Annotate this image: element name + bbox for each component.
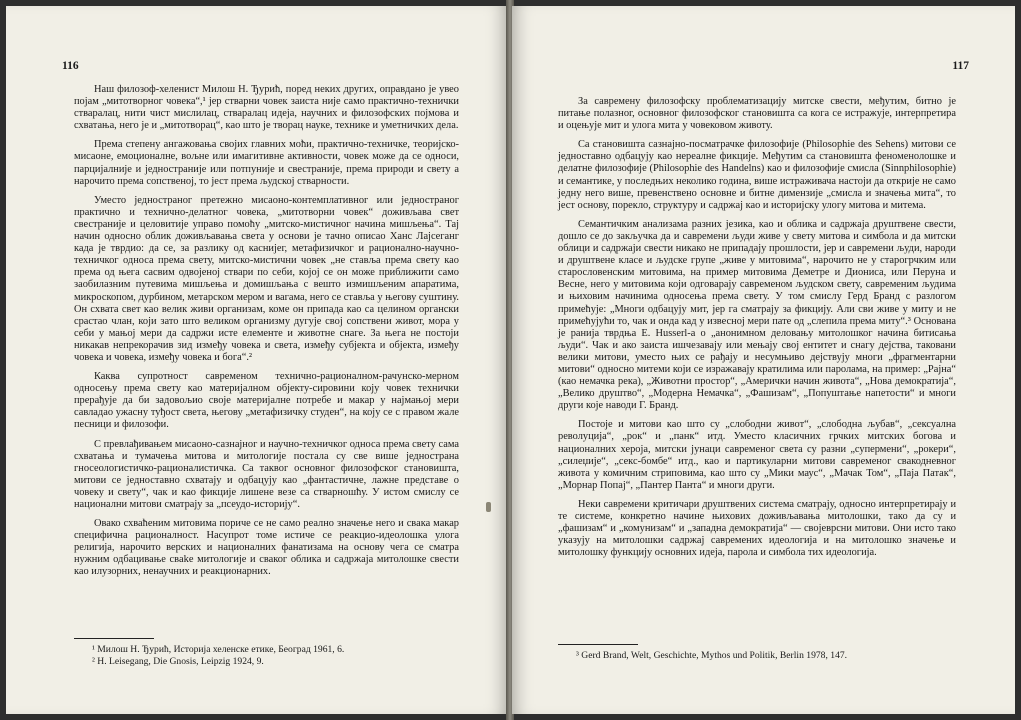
left-page [6,6,508,714]
page-body [74,84,459,586]
staple-mark [486,502,491,512]
footnotes [74,632,459,668]
paragraph: Каква супротност савременом технично-рационалном-рачунско-мерном односењу према свету као материјалном објекту-сировини коју човек технички прерађује да би задовољио своје материјалне потребе и макар у најмањој мери савладао ужасну туђост света, његову „метафизичку студен“, на коју се с правом жале песници и филозофи. [74,371,459,431]
page-number: 117 [952,60,969,72]
footnote-rule [558,644,638,645]
paragraph: Неки савремени критичари друштвених система сматрају, односно интерпретирају и те системе, конкретно начине њихових доживљавања митолошки, тако да су и „фашизам“ и „комунизам“ и „западна демократија“ — својеврсни митови. Они исто тако указују на митолошки садржај савремених идеологија и на митолошко значење и митолошку функцију основних идеја, парола и симбола тих идеологија. [558,498,956,559]
paragraph: Овако схваћеним митовима пориче се не само реално значење него и свака макар специфична рационалност. Насупрот томе истиче се реакцио-идеолошка улога религија, нарочито верских и националних фанатизама на основу чега се сматра нужним одбацивање свake митологије и сваког облика и садржаја митолошке свести као илузорних, ненаучних и реакционарних. [74,518,459,578]
paragraph: Наш филозоф-хеленист Милош Н. Ђурић, поред неких других, оправдано је увео појам „митотворног човека“,¹ јер стварни човек заиста није само практично-технички стваралац, нити чист мислилац, стваралац идеја, научних и филозофских појмова и схватања, него је и „митотворац“, као што је творац науке, технике и уметничких дела. [74,84,459,132]
footnote: ² H. Leisegang, Die Gnosis, Leipzig 1924, 9. [92,656,264,667]
paragraph: Постоје и митови као што су „слободни живот“, „слободна љубав“, „сексуална револуција“, „рок“ и „панк“ итд. Уместо класичних грчких митских богова и националних хероја, митски јунаци савременог света су разни „супермени“, „рокери“, „силеџије“, „секс-бомбе“ итд., као и партикуларни митови савременог свакодневног живота у комичним стриповима, као што су „Мики маус“, „Мачак Том“, „Паја Патак“, „Морнар Попај“, „Пантер Панта“ и многи други. [558,419,956,491]
footnote-rule [74,638,154,639]
footnote: ¹ Милош Н. Ђурић, Историја хеленске етике, Београд 1961, 6. [92,644,345,655]
paragraph: За савремену филозофску проблематизацију митске свести, међутим, битно је питање полазног, основног филозофског становишта са кога се истражује, интерпретира и оцењује мит и улога мита у човековом животу. [558,96,956,132]
footnotes [558,638,956,662]
paragraph: Са становишта сазнајно-посматрачке филозофије (Philosophie des Sehens) митови се једноставно одбацују као нереалне фикције. Међутим са становишта феноменолошке и делатне филозофије (Philosophie des Handelns) као и филозофије смисла (Sinnphilosophie) и семантике, у последњих неколико година, више истраживача настоји да открије не само једну него више, превенствено основне и битне димензије „смисла и значења мита“, то јест основу, порекло, структуру и садржај као и историјску улогу митова и митема. [558,139,956,211]
footnote: ³ Gerd Brand, Welt, Geschichte, Mythos und Politik, Berlin 1978, 147. [576,650,848,661]
page-number: 116 [62,60,79,72]
right-page [512,6,1015,714]
paragraph: Према степену ангажовања својих главних моћи, практично-техничке, теоријско-мисаоне, емоционалне, вољне или имагитивне активности, човек може да се односи, парцијалније и једностраније или потпуније и свестраније, према природи и свету а нарочито према сопственој, то јест према људској стварности. [74,139,459,187]
page-body [558,96,956,566]
paragraph: Семантичким анализама разних језика, као и облика и садржаја друштвене свести, дошло се до закључка да и савремени људи живе у свету митова и симбола и да митски облици и садржаји свести никако не припадају прошлости, јер и савремени људи, народи и друштвене класе и људске групе „живе у митовима“, нарочито не у старогрчким или старословенским митовима, на пример митовима Деметре и Диониса, или Перуна и Весне, него у митовима који одговарају савременом људском свету, савременим људима и њиховим начинима односења према свету. У том смислу Герд Бранд с разлогом примећује: „Многи одбацују мит, јер га сматрају за фикцију. Али сви живе у миту и не примећујући то, чак и онда кад у извесној мери пате од „слепила према миту“.³ Основана је рaнија тврдња Е. Husserl-а о „анонимном деловању митолошког начина битисања људи“. Чак и ако заиста ишчезавају или мењају свој ентитет и снагу дејства, таковани велики митови, уместо њих се рађају и несумњиво дејствују многи „фрагментарни митови“ односно митеми који се изражавају кратилима или паролама, на пример: „Рајна“ (као немачка река), „Животни простор“, „Амерички начин живота“, „Нова демократија“, „Велико друштво“, „Модерна Немачка“, „Фашизам“, „Попуштање напетости“ и многи други које наводи Г. Бранд. [558,218,956,412]
paragraph: С превлађивањем мисаоно-сазнајног и научно-техничког односа према свету сама схватања и тумачења митова и митологије постала су све више једнострана гносеологистичко-рационалистичка. Са таквог основног филозофског становишта, митови се једноставно схватају и одбацују као „фантастичне, лажне представе о човеку и свету“, чак и као фикције лишене везе са стварношћу. У истом смислу се национални митови сматрају за „псеудо-историју“. [74,438,459,510]
paragraph: Уместо једностраног претежно мисаоно-контемплативног или једностраног практично и технично-делатног човека, „митотворни човек“ доживљава свет свестраније и целовитије управо помоћу „митско-мистичног начина мишљења“. Тај начин односно облик доживљавања света у основи је тачно описао Ханс Лајсеганг када је тврдио: да се, за разлику од каснијег, метафизичког и рационално-научно-техничког односа према свету, митско-мистични човек „не ставља према свету као према од њега сасвим одвојеној ствари по себи, којој се он може приближити само заобилазним путевима мишљења и домишљања с вешто измишљеним апаратима, микроскопом, дурбином, метарском мером и вагама, него се ставља у његову суштину. Он схвата свет као велик живи организам, коме он припада као са целином органски срастао члан, који зато што великом организму дугује свој сопствени живот, мора у себи у мањој мери да садржи исте елементе и животне снаге. За њега не постоји никакав непрекорачив зид између човека и света, између субјекта и објекта, између човека и човека, између човека и бога“.² [74,194,459,363]
